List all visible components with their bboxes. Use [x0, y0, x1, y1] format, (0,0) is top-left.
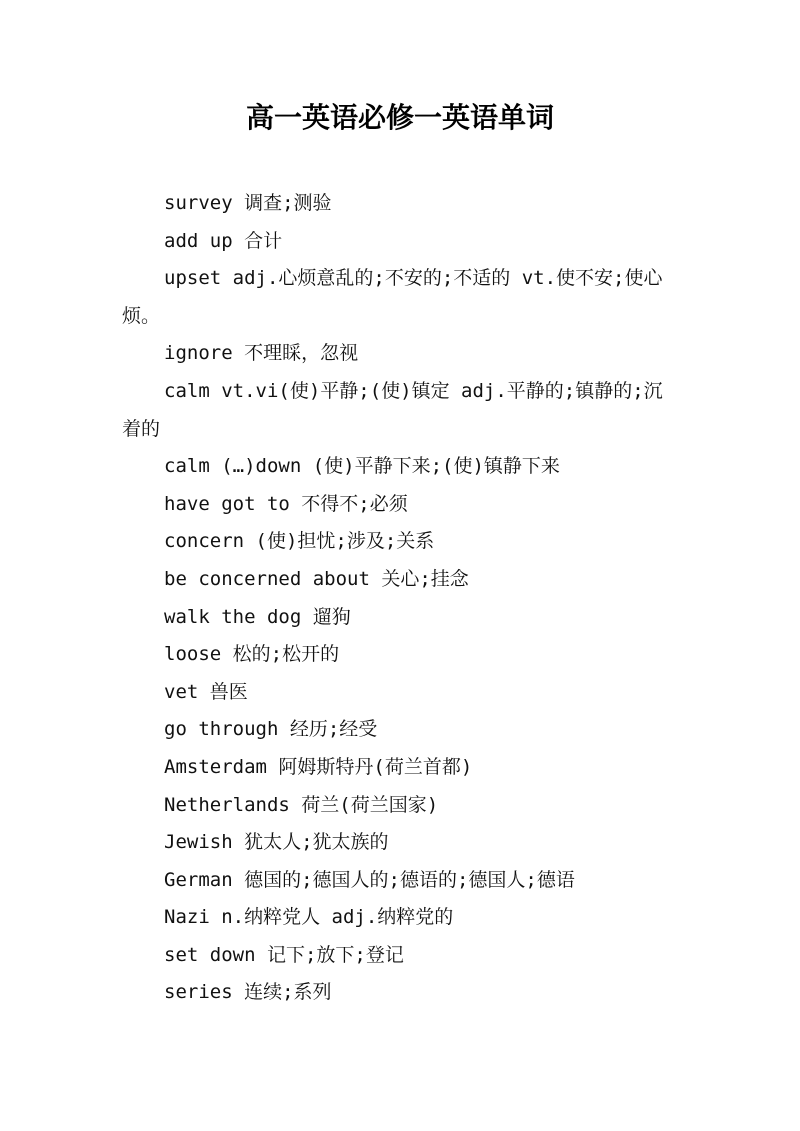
- vocabulary-entry: loose 松的;松开的: [164, 643, 340, 666]
- document-title: 高一英语必修一英语单词: [245, 101, 554, 134]
- vocabulary-entry: calm vt.vi(使)平静;(使)镇定 adj.平静的;镇静的;沉着的: [122, 379, 663, 440]
- vocabulary-entry: set down 记下;放下;登记: [164, 943, 404, 966]
- vocabulary-entry: German 德国的;德国人的;德语的;德国人;德语: [164, 868, 575, 891]
- vocabulary-entry: vet 兽医: [164, 680, 248, 703]
- vocabulary-entry: concern (使)担忧;涉及;关系: [164, 530, 435, 553]
- vocabulary-entry: survey 调查;测验: [164, 192, 332, 214]
- vocabulary-entry: walk the dog 遛狗: [164, 605, 351, 628]
- vocabulary-entry: be concerned about 关心;挂念: [164, 567, 469, 590]
- vocabulary-entry: add up 合计: [164, 229, 283, 252]
- vocabulary-entry: series 连续;系列: [164, 981, 332, 1004]
- vocabulary-entry: calm (…)down (使)平静下来;(使)镇静下来: [164, 455, 560, 478]
- vocabulary-entry: Amsterdam 阿姆斯特丹(荷兰首都): [164, 755, 473, 778]
- vocabulary-entry: have got to 不得不;必须: [164, 492, 408, 515]
- vocabulary-entry: Jewish 犹太人;犹太族的: [164, 831, 389, 854]
- vocabulary-entry: ignore 不理睬，忽视: [164, 342, 359, 365]
- vocabulary-list: [0, 185, 800, 1012]
- vocabulary-entry: Netherlands 荷兰(荷兰国家): [164, 793, 439, 816]
- vocabulary-entry: Nazi n.纳粹党人 adj.纳粹党的: [164, 906, 454, 929]
- vocabulary-entry: go through 经历;经受: [164, 718, 378, 741]
- vocabulary-entry: upset adj.心烦意乱的;不安的;不适的 vt.使不安;使心烦。: [122, 267, 663, 327]
